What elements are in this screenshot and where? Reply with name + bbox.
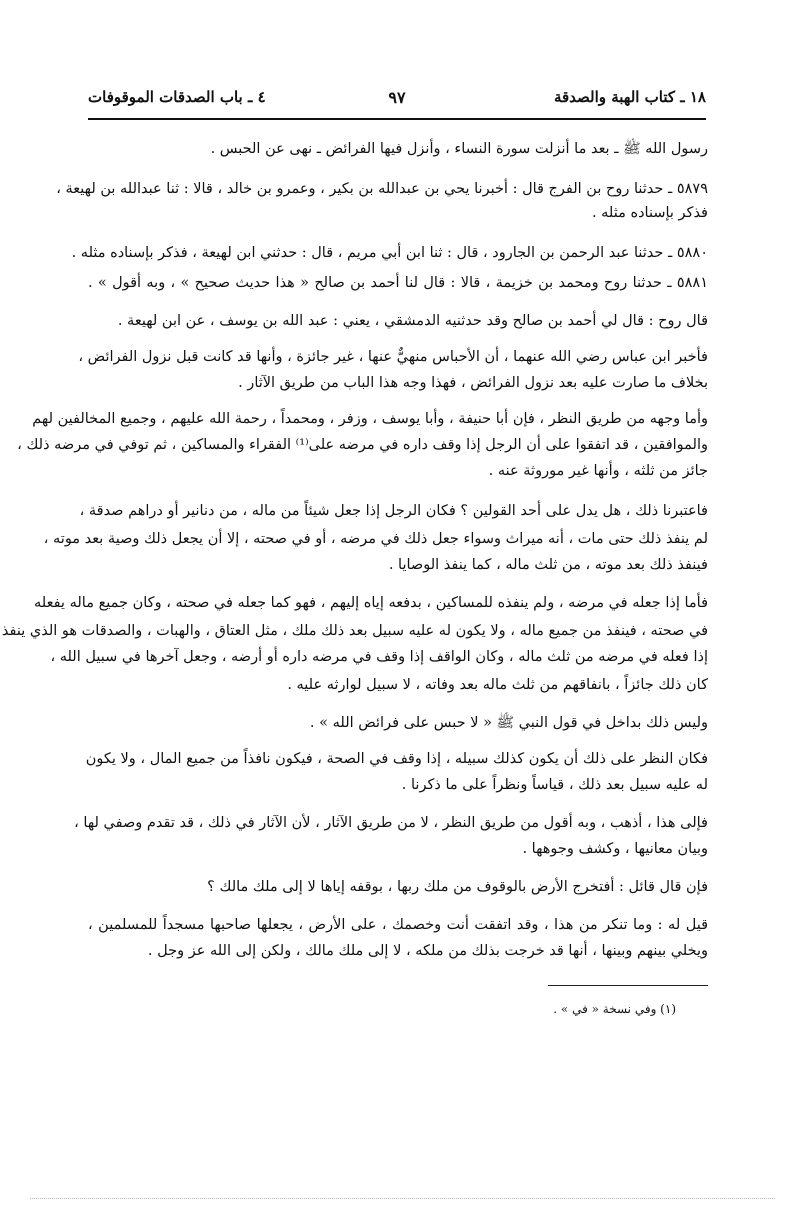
- text-line: والموافقين ، قد اتفقوا على أن الرجل إذا وقف داره في مرضه على⁽¹⁾ الفقراء والمساكين ، ثم توفي في مرضه ذلك ،: [17, 437, 708, 453]
- page-number: ٩٧: [388, 88, 406, 107]
- text-line: فإلى هذا ، أذهب ، وبه أقول من طريق النظر ، لا من طريق الآثار ، لأن الآثار في ذلك ، قد تقدم وصفي لها ،: [74, 815, 708, 831]
- text-line: فينفذ ذلك بعد موته ، من ثلث ماله ، كما ينفذ الوصايا .: [388, 557, 708, 573]
- text-line: وليس ذلك بداخل في قول النبي ﷺ « لا حبس على فرائض الله » .: [309, 715, 708, 731]
- text-line: قال روح : قال لي أحمد بن صالح وقد حدثنيه الدمشقي ، يعني : عبد الله بن يوسف ، عن ابن لهيعة .: [117, 313, 708, 329]
- text-line: له عليه سبيل بعد ذلك ، قياساً ونظراً على ما ذكرنا .: [401, 777, 708, 793]
- text-line: رسول الله ﷺ ـ بعد ما أنزلت سورة النساء ، وأنزل فيها الفرائض ـ نهى عن الحبس .: [210, 141, 708, 157]
- text-line: جائز من ثلثه ، وأنها غير موروثة عنه .: [488, 463, 708, 479]
- text-line: فأما إذا جعله في مرضه ، ولم ينفذه للمساكين ، بدفعه إياه إليهم ، فهو كما جعله في صحته ، وكان جميع ماله يفعله: [34, 595, 708, 611]
- hadith-5879: ٥٨٧٩ ـ حدثنا روح بن الفرج قال : أخبرنا يحي بن عبدالله بن بكير ، وعمرو بن خالد ، قالا : ثنا عبدالله بن لهيعة ،: [56, 181, 708, 197]
- book-chapter-title: ١٨ ـ كتاب الهبة والصدقة: [553, 88, 706, 106]
- footnote-divider: [548, 985, 708, 986]
- text-line: إذا فعله في مرضه من ثلث ماله ، وكان الواقف إذا وقف في مرضه داره أو أرضه ، وجعل آخرها في سبيل الله ،: [50, 649, 708, 665]
- text-line: قيل له : وما تنكر من هذا ، وقد اتفقت أنت وخصمك ، على الأرض ، يجعلها صاحبها مسجداً للمسلمين ،: [88, 917, 708, 933]
- page-header: [88, 84, 706, 120]
- section-title: ٤ ـ باب الصدقات الموقوفات: [88, 88, 266, 106]
- text-line: كان ذلك جائزاً ، بانفاقهم من ثلث ماله بعد وفاته ، لا سبيل لوارثه عليه .: [287, 677, 708, 693]
- text-line: فأخبر ابن عباس رضي الله عنهما ، أن الأحباس منهيٌّ عنها ، غير جائزة ، وأنها قد كانت قبل نزول الفرائض ،: [78, 349, 708, 365]
- text-line: فذكر بإسناده مثله .: [591, 205, 708, 221]
- scan-edge-dots: [30, 1198, 775, 1199]
- text-line: فاعتبرنا ذلك ، هل يدل على أحد القولين ؟ فكان الرجل إذا جعل شيئاً من ماله ، من دنانير أو دراهم صدقة ،: [79, 503, 708, 519]
- text-line: ويخلي بينهم وبينها ، أنها قد خرجت بذلك من ملكه ، لا إلى ملك مالك ، ولكن إلى الله عز وجل .: [147, 943, 708, 959]
- text-line: فإن قال قائل : أفتخرج الأرض بالوقوف من ملك ربها ، بوقفه إياها لا إلى ملك مالك ؟: [207, 879, 708, 895]
- text-line: في صحته ، فينفذ من جميع ماله ، ولا يكون له عليه سبيل بعد ذلك ملك ، مثل العتاق ، والهبات ، والصدقات هو الذي ينفذ: [1, 623, 708, 639]
- text-line: وأما وجهه من طريق النظر ، فإن أبا حنيفة ، وأبا يوسف ، وزفر ، ومحمداً ، رحمة الله عليهم ، وجميع المخالفين لهم: [32, 411, 708, 427]
- text-line: بخلاف ما صارت عليه بعد نزول الفرائض ، فهذا وجه هذا الباب من طريق الآثار .: [238, 375, 708, 391]
- text-line: لم ينفذ ذلك حتى مات ، أنه ميراث وسواء جعل ذلك في مرضه ، أو في صحته ، إلا أن يجعل ذلك وصية بعد موته ،: [43, 531, 708, 547]
- text-line: فكان النظر على ذلك أن يكون كذلك سبيله ، إذا وقف في الصحة ، فيكون نافذاً من جميع المال ، ولا يكون: [85, 751, 708, 767]
- hadith-5881: ٥٨٨١ ـ حدثنا روح ومحمد بن خزيمة ، قالا : قال لنا أحمد بن صالح « هذا حديث صحيح » ، وبه أقول » .: [88, 275, 708, 291]
- footnote: (١) وفي نسخة « في » .: [553, 1002, 676, 1016]
- hadith-5880: ٥٨٨٠ ـ حدثنا عبد الرحمن بن الجارود ، قال : ثنا ابن أبي مريم ، قال : حدثني ابن لهيعة ، فذكر بإسناده مثله .: [71, 245, 708, 261]
- text-line: وبيان معانيها ، وكشف وجوهها .: [522, 841, 708, 857]
